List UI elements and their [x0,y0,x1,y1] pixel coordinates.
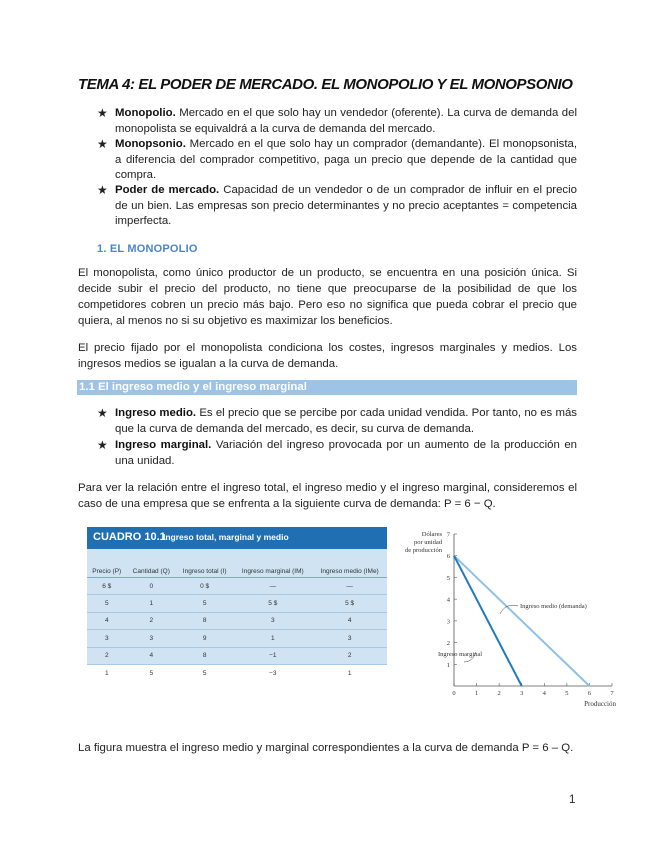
table-row [87,595,387,612]
table-cell: — [233,578,312,595]
table-cell: 9 [176,630,233,647]
y-axis-label-line: por unidad [414,539,442,546]
definition: Es el precio que se percibe por cada unidad vendida. Por tanto, no es más que la curva de demanda del mercado, es decir, su curva de demanda. [115,407,577,435]
bullet-monopsonio [97,137,577,184]
definition: Variación del ingreso provocada por un aumento de la producción en una unidad. [115,439,577,467]
table-cell: 2 [127,612,177,629]
table-row [87,664,387,681]
table-cell: 0 $ [176,578,233,595]
x-tick-label: 4 [542,690,546,697]
star-icon: ★ [97,406,108,420]
table-cell: 8 [176,612,233,629]
legend-ingreso-marginal: Ingreso marginal [438,651,483,658]
paragraph: La figura muestra el ingreso medio y marginal correspondientes a la curva de demanda P = 6 – Q. [78,742,574,754]
column-header: Precio (P) [87,551,127,578]
y-tick-label: 4 [446,596,450,604]
table-cell: 3 [312,630,387,647]
table-cell: 3 [87,630,127,647]
x-axis-label: Producción [584,700,616,708]
table-cell: 5 [87,595,127,612]
table-caption: Ingreso total, marginal y medio [163,532,289,542]
x-tick-label: 2 [497,690,501,697]
table-cell: 2 [87,647,127,664]
table-row [87,630,387,647]
table-cell: 5 [176,595,233,612]
star-icon: ★ [97,137,108,151]
axis-ticks [447,532,615,698]
table-header-row [87,551,387,578]
column-header: Ingreso medio (IMe) [312,551,387,578]
term: Monopsonio. [115,138,186,150]
y-axis-label [405,531,443,554]
table-row [87,578,387,595]
table-cell: 5 $ [312,595,387,612]
bullet-ingreso-marginal [97,438,577,469]
definition: Mercado en el que solo hay un comprador (demandante). El monopsonista, a diferencia del comprador competitivo, paga un precio que depende de la cantidad que compra. [115,138,577,181]
table-row [87,612,387,629]
paragraph: El monopolista, como único productor de un producto, se encuentra en una posición única. Si decide subir el precio del producto, no tiene que preocuparse de la posibilidad de que los competidores cobren un precio más bajo. Pero eso no significa que pueda cobrar el precio que quiera, al menos no si su objetivo es maximizar los beneficios. [78,267,577,327]
table-cell: 1 [347,669,352,677]
table-row [87,647,387,664]
term: Poder de mercado. [115,184,220,196]
x-tick-label: 7 [610,690,614,697]
bullet-monopolio [97,106,577,137]
paragraph: El precio fijado por el monopolista condiciona los costes, ingresos marginales y medios. Los ingresos medios se igualan a la curva de demanda. [78,342,577,370]
label-ingreso-marginal [438,651,482,662]
section-heading: 1. EL MONOPOLIO [97,243,198,255]
y-tick-label: 7 [446,531,450,539]
term: Monopolio. [115,107,176,119]
x-tick-label: 1 [474,690,479,697]
column-header: Ingreso total (I) [176,551,233,578]
term: Ingreso marginal. [115,439,212,451]
table-cell: −3 [269,669,277,677]
table-number: CUADRO 10.1 [93,531,166,543]
bullet-ingreso-medio [97,406,577,437]
table-cell: 1 [233,630,312,647]
table-cell: 4 [312,612,387,629]
table-cell: 8 [176,647,233,664]
y-tick-label: 1 [446,661,450,669]
revenue-table [87,527,387,677]
table-cell: 5 [149,669,154,677]
x-tick-label: 5 [565,690,569,697]
subsection-heading: 1.1 El ingreso medio y el ingreso marginal [77,380,577,395]
star-icon: ★ [97,438,108,452]
table-cell: 4 [127,647,177,664]
y-axis-label-line: de producción [404,547,442,554]
y-tick-label: 5 [446,574,450,582]
table-cell: 6 $ [87,578,127,595]
paragraph: Para ver la relación entre el ingreso total, el ingreso medio y el ingreso marginal, consideremos el caso de una empresa que se enfrenta a la siguiente curva de demanda: P = 6 − Q. [78,482,577,510]
revenue-chart [392,522,628,712]
column-header: Cantidad (Q) [127,551,177,578]
table-cell: 3 [233,612,312,629]
series-lines [454,556,589,686]
table-cell: 5 [202,669,207,677]
table-cell: 2 [312,647,387,664]
term: Ingreso medio. [115,407,197,419]
page-number: 1 [569,794,576,806]
table-header-bar [87,527,387,549]
table-cell: — [312,578,387,595]
table-cell: 0 [127,578,177,595]
table-cell: −1 [233,647,312,664]
table [87,551,387,681]
y-tick-label: 2 [446,640,450,648]
y-tick-label: 6 [446,553,450,561]
x-tick-label: 6 [587,690,592,697]
page-title: TEMA 4: EL PODER DE MERCADO. EL MONOPOLIO Y EL MONOPSONIO [78,76,573,93]
table-cell: 3 [127,630,177,647]
x-tick-label: 3 [520,690,524,697]
legend-ingreso-medio: Ingreso medio (demanda) [520,603,587,610]
x-tick-label: 0 [452,690,456,697]
series-ingreso-marginal [454,556,522,686]
column-header: Ingreso marginal (IM) [233,551,312,578]
table-cell: 5 $ [233,595,312,612]
star-icon: ★ [97,106,108,120]
star-icon: ★ [97,183,108,197]
series-ingreso-medio [454,556,589,686]
bullet-poder-mercado [97,183,577,230]
y-tick-label: 3 [446,618,450,626]
table-body [87,578,387,682]
y-axis-label-line: Dólares [421,531,442,538]
table-cell: 4 [87,612,127,629]
table-cell: 1 [104,669,109,677]
definition: Mercado en el que solo hay un vendedor (oferente). La curva de demanda del monopolista se equivaldrá a la curva de demanda del mercado. [115,107,577,135]
table-cell: 1 [127,595,177,612]
definition: Capacidad de un vendedor o de un comprador de influir en el precio de un bien. Las empresas son precio determinantes y no precio aceptantes = competencia imperfecta. [115,184,577,227]
